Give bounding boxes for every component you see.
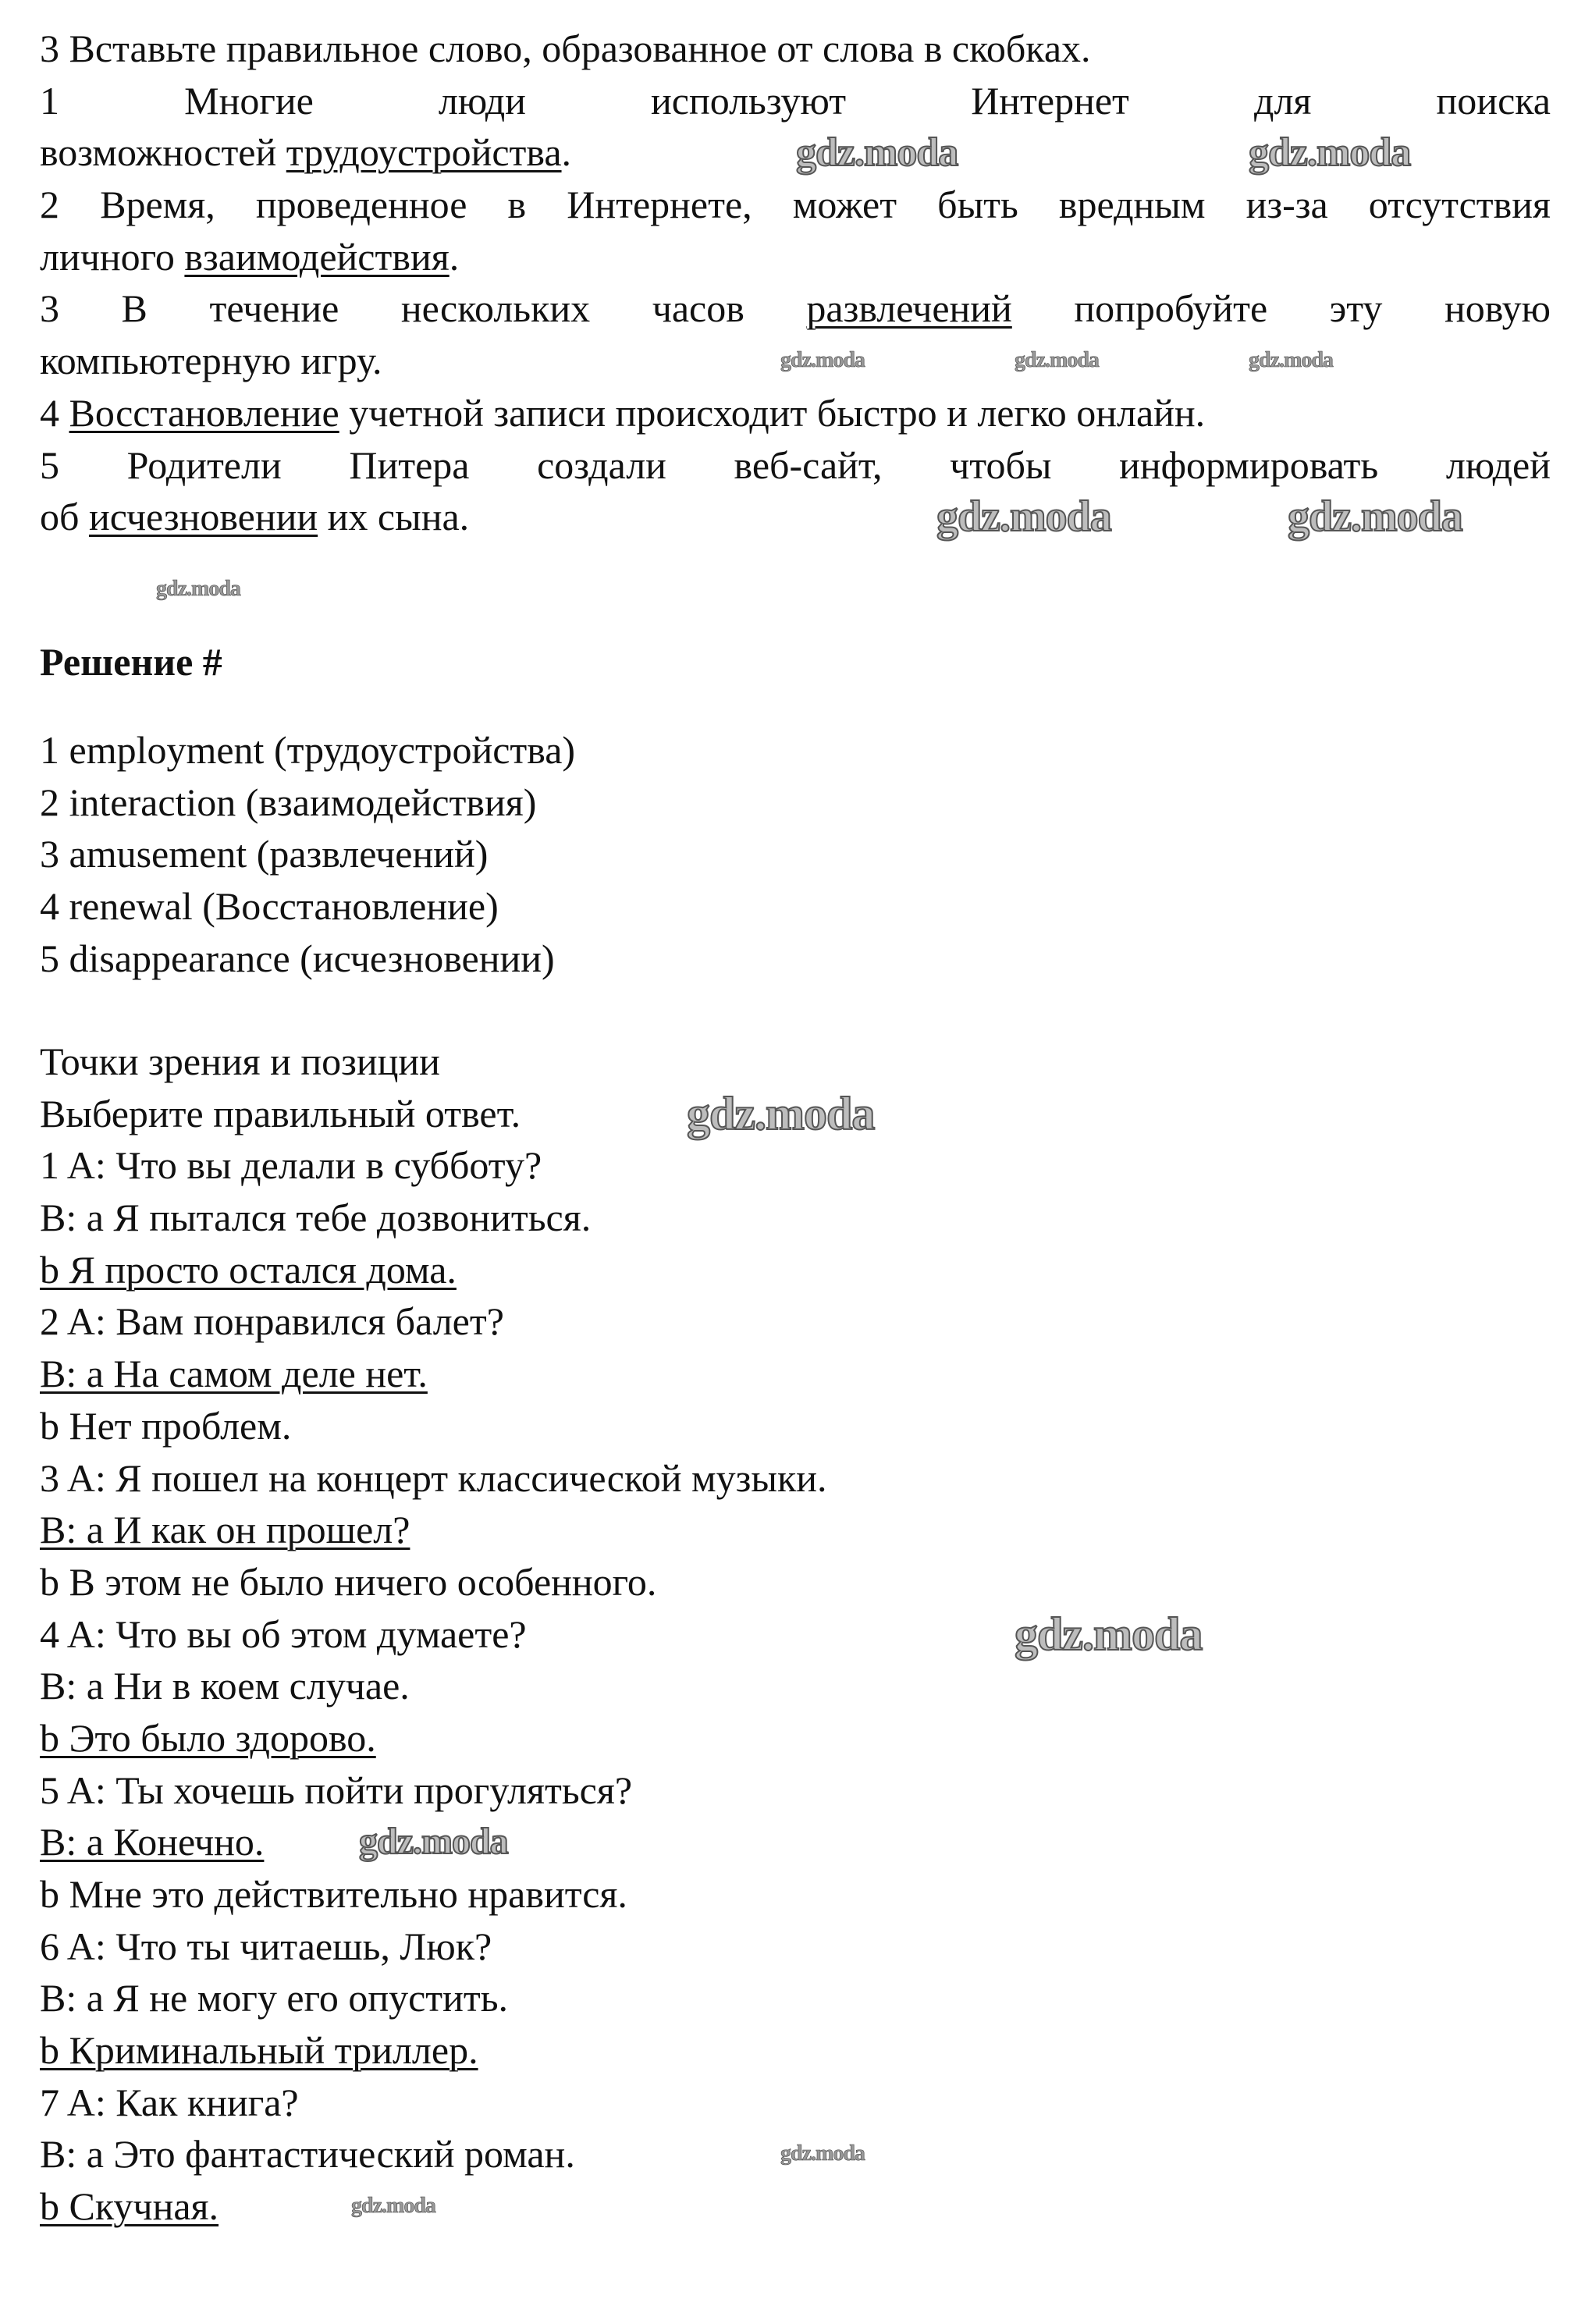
watermark: gdz.moda — [687, 1088, 875, 1139]
watermark: gdz.moda — [1015, 1608, 1203, 1660]
answer-line: 5 disappearance (исчезновении) — [40, 936, 555, 980]
dialogue-line — [40, 1295, 1551, 1348]
exercise-line — [40, 23, 1551, 75]
dialogue-exercise — [40, 1036, 1551, 2233]
answer-word: взаимодействия — [184, 234, 450, 279]
exercise-line — [40, 439, 1551, 492]
watermark: gdz.moda — [1288, 492, 1462, 541]
dialogue-text: B: a Я пытался тебе дозвониться. — [40, 1196, 592, 1240]
dialogue-text: Точки зрения и позиции — [40, 1039, 440, 1083]
correct-answer: b Скучная. — [40, 2184, 219, 2229]
dialogue-text: Выберите правильный ответ. — [40, 1091, 521, 1135]
text-segment: учетной записи происходит быстро и легко онлайн. — [339, 390, 1206, 435]
watermark: gdz.moda — [351, 2194, 435, 2218]
dialogue-text: 4 A: Что вы об этом думаете? — [40, 1612, 527, 1656]
dialogue-text: B: a Я не могу его опустить. — [40, 1976, 509, 2020]
dialogue-line — [40, 1192, 1551, 1244]
dialogue-line — [40, 1660, 1551, 1712]
text-segment: 4 — [40, 390, 69, 435]
text-segment: 3 В течение нескольких часов — [40, 286, 807, 331]
text-segment: . — [561, 130, 572, 175]
dialogue-text: 6 A: Что ты читаешь, Люк? — [40, 1924, 492, 1968]
watermark: gdz.moda — [936, 492, 1111, 541]
text-segment: 2 Время, проведенное в Интернете, может быть вредным из-за отсутствия — [40, 183, 1551, 227]
watermark: gdz.moda — [780, 2141, 865, 2166]
dialogue-text: 5 A: Ты хочешь пойти прогуляться? — [40, 1768, 633, 1812]
dialogue-line — [40, 1036, 1551, 1088]
text-segment: попробуйте эту новую — [1011, 286, 1551, 331]
watermark: gdz.moda — [1249, 130, 1411, 175]
dialogue-text: 2 A: Вам понравился балет? — [40, 1299, 504, 1344]
exercise-line — [40, 179, 1551, 231]
exercise-line — [40, 387, 1551, 439]
exercise-line — [40, 75, 1551, 127]
correct-answer: b Криминальный триллер. — [40, 2028, 478, 2073]
text-segment: возможностей — [40, 130, 286, 175]
dialogue-text: b Нет проблем. — [40, 1403, 292, 1448]
dialogue-line — [40, 2077, 1551, 2129]
dialogue-line — [40, 1139, 1551, 1192]
text-segment: 1 Многие люди используют Интернет для поиска — [40, 78, 1551, 123]
dialogue-text: 3 A: Я пошел на концерт классической музыки. — [40, 1455, 827, 1500]
answer-line: 1 employment (трудоустройства) — [40, 728, 576, 772]
dialogue-line — [40, 1348, 1551, 1400]
solution-section — [40, 636, 1551, 688]
dialogue-text: 7 A: Как книга? — [40, 2080, 299, 2124]
exercise-line — [40, 283, 1551, 335]
correct-answer: B: a И как он прошел? — [40, 1508, 410, 1552]
answer-word: Восстановление — [69, 390, 339, 435]
watermark: gdz.moda — [156, 577, 240, 601]
text-segment: . — [449, 234, 460, 279]
dialogue-line — [40, 1921, 1551, 1973]
dialogue-text: 1 A: Что вы делали в субботу? — [40, 1143, 542, 1188]
correct-answer: b Я просто остался дома. — [40, 1247, 457, 1292]
dialogue-line — [40, 2180, 1551, 2233]
correct-answer: B: a На самом деле нет. — [40, 1352, 428, 1396]
dialogue-line — [40, 1504, 1551, 1556]
text-segment: компьютерную игру. — [40, 339, 382, 383]
answer-line: 2 interaction (взаимодействия) — [40, 780, 537, 824]
watermark: gdz.moda — [1015, 348, 1099, 372]
text-segment: их сына. — [318, 495, 470, 539]
dialogue-text: B: a Это фантастический роман. — [40, 2132, 575, 2177]
watermark: gdz.moda — [359, 1821, 508, 1862]
dialogue-line — [40, 1244, 1551, 1296]
answer-line: 4 renewal (Восстановление) — [40, 884, 499, 929]
dialogue-text: b В этом не было ничего особенного. — [40, 1559, 657, 1604]
dialogue-line — [40, 1712, 1551, 1764]
dialogue-line — [40, 1608, 1551, 1661]
dialogue-line — [40, 1556, 1551, 1608]
dialogue-line — [40, 1972, 1551, 2024]
dialogue-line — [40, 1816, 1551, 1868]
exercise-text — [40, 23, 1551, 543]
text-segment: личного — [40, 234, 185, 279]
dialogue-line — [40, 1764, 1551, 1817]
dialogue-text: b Мне это действительно нравится. — [40, 1872, 627, 1916]
watermark: gdz.moda — [780, 348, 865, 372]
watermark: gdz.moda — [796, 130, 958, 175]
correct-answer: b Это было здорово. — [40, 1715, 376, 1760]
watermark: gdz.moda — [1249, 348, 1333, 372]
answer-line: 3 amusement (развлечений) — [40, 832, 489, 876]
solution-title: Решение # — [40, 640, 222, 684]
dialogue-line — [40, 1400, 1551, 1452]
correct-answer: B: a Конечно. — [40, 1820, 265, 1864]
text-segment: об — [40, 495, 89, 539]
dialogue-line — [40, 2024, 1551, 2077]
dialogue-line — [40, 1868, 1551, 1921]
answer-word: развлечений — [806, 286, 1012, 331]
dialogue-line — [40, 1452, 1551, 1505]
exercise-line — [40, 231, 1551, 283]
answer-word: исчезновении — [88, 495, 318, 539]
text-segment: 3 Вставьте правильное слово, образованное от слова в скобках. — [40, 27, 1091, 70]
solution-answers — [40, 724, 1551, 984]
dialogue-text: B: a Ни в коем случае. — [40, 1664, 410, 1708]
answer-word: трудоустройства — [286, 130, 562, 175]
text-segment: 5 Родители Питера создали веб-сайт, чтобы информировать людей — [40, 442, 1551, 487]
